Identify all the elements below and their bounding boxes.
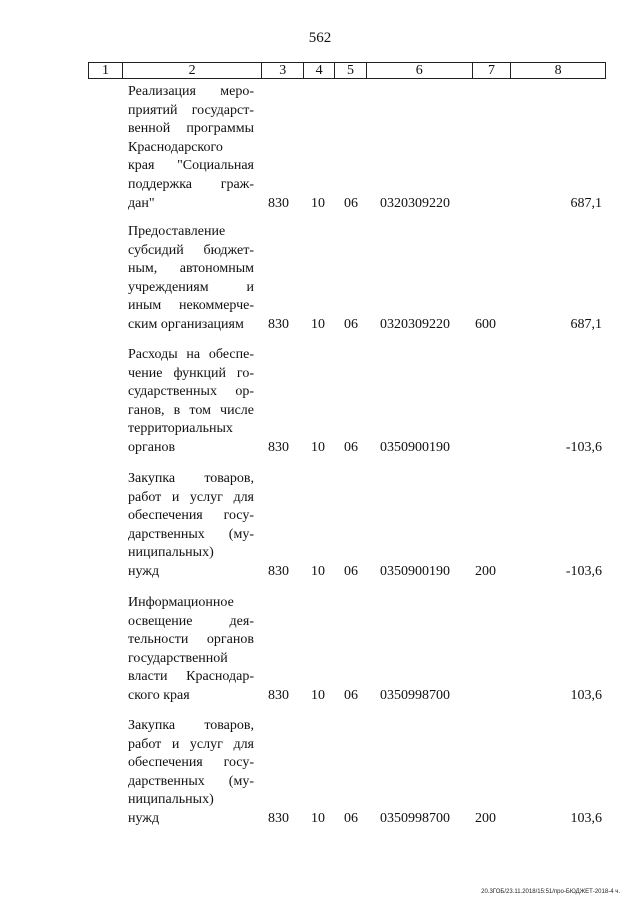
cell-col-3: 830 — [268, 195, 289, 211]
description-line: власти Краснодар- — [128, 669, 254, 685]
cell-col-6: 0350998700 — [380, 811, 450, 826]
column-header-7: 7 — [473, 63, 512, 78]
description-line: венной программы — [128, 121, 254, 137]
document-footer-stamp: 20.3ГОБ/23.11.2018/15:51/про-БЮДЖЕТ-2018-4 ч. — [481, 889, 620, 895]
description-line: ным, автономным — [128, 261, 254, 277]
cell-col-5: 06 — [344, 688, 358, 703]
description-line: Закупка товаров, — [128, 718, 254, 733]
cell-col-4: 10 — [311, 317, 325, 332]
description-line: поддержка граж- — [128, 176, 254, 192]
description-line: ганов, в том числе — [128, 402, 254, 418]
column-header-5: 5 — [335, 63, 367, 78]
cell-col-8: -103,6 — [565, 440, 602, 455]
cell-col-3: 830 — [268, 440, 289, 455]
cell-col-7: 200 — [475, 811, 496, 826]
description-line: работ и услуг для — [128, 736, 254, 752]
description-line: Реализация меро- — [128, 84, 254, 99]
table-row — [88, 223, 606, 335]
description-line: ниципальных) — [128, 792, 214, 808]
description-line: Краснодарского — [128, 139, 223, 155]
table-row — [88, 594, 606, 706]
description-line: ским организациям — [128, 316, 244, 332]
cell-col-4: 10 — [311, 564, 325, 579]
column-header-6: 6 — [367, 63, 473, 78]
description-line: Предоставление — [128, 224, 226, 239]
cell-col-6: 0320309220 — [380, 195, 450, 211]
row-description — [128, 717, 254, 829]
description-line: тельности органов — [128, 632, 254, 648]
description-line: Расходы на обеспе- — [128, 347, 254, 362]
cell-col-8: 687,1 — [570, 317, 602, 332]
column-header-4: 4 — [304, 63, 335, 78]
row-description — [128, 594, 254, 706]
cell-col-5: 06 — [344, 440, 358, 455]
description-line: нужд — [128, 563, 160, 579]
description-line: работ и услуг для — [128, 489, 254, 505]
description-line: дарственных (му- — [128, 773, 254, 789]
description-line: иным некоммерче- — [128, 298, 254, 314]
description-line: освещение дея- — [128, 613, 254, 629]
cell-col-6: 0350900190 — [380, 564, 450, 579]
cell-col-5: 06 — [344, 564, 358, 579]
description-line: дан" — [128, 195, 155, 211]
description-line: Закупка товаров, — [128, 471, 254, 486]
description-line: дарственных (му- — [128, 526, 254, 542]
page-number: 562 — [308, 30, 332, 46]
cell-col-4: 10 — [311, 440, 325, 455]
row-description — [128, 223, 254, 335]
table-row — [88, 83, 606, 213]
cell-col-5: 06 — [344, 811, 358, 826]
description-line: учреждениям и — [128, 279, 254, 295]
cell-col-6: 0350998700 — [380, 688, 450, 703]
description-line: края "Социальная — [128, 158, 254, 174]
cell-col-5: 06 — [344, 195, 358, 211]
cell-col-8: 687,1 — [570, 195, 602, 211]
table-row — [88, 346, 606, 458]
description-line: чение функций го- — [128, 365, 254, 381]
cell-col-8: -103,6 — [565, 564, 602, 579]
cell-col-3: 830 — [268, 317, 289, 332]
cell-col-7: 600 — [475, 317, 496, 332]
cell-col-3: 830 — [268, 564, 289, 579]
cell-col-3: 830 — [268, 811, 289, 826]
cell-col-7: 200 — [475, 564, 496, 579]
cell-col-3: 830 — [268, 688, 289, 703]
cell-col-4: 10 — [311, 195, 325, 211]
row-description — [128, 83, 254, 213]
table-header — [88, 62, 606, 79]
cell-col-8: 103,6 — [570, 688, 602, 703]
table-row — [88, 470, 606, 582]
description-line: обеспечения госу- — [128, 508, 254, 524]
cell-col-5: 06 — [344, 317, 358, 332]
description-line: нужд — [128, 810, 160, 826]
column-header-1: 1 — [89, 63, 123, 78]
row-description — [128, 346, 254, 458]
column-header-8: 8 — [554, 63, 562, 78]
description-line: органов — [128, 439, 176, 455]
table-row — [88, 717, 606, 829]
row-description — [128, 470, 254, 582]
column-header-3: 3 — [262, 63, 304, 78]
cell-col-6: 0320309220 — [380, 317, 450, 332]
description-line: территориальных — [128, 421, 233, 437]
description-line: ского края — [128, 687, 190, 703]
description-line: Информационное — [128, 595, 234, 610]
description-line: субсидий бюджет- — [128, 242, 254, 258]
description-line: государственной — [128, 650, 228, 666]
description-line: обеспечения госу- — [128, 755, 254, 771]
description-line: сударственных ор- — [128, 384, 254, 400]
description-line: приятий государст- — [128, 102, 254, 118]
cell-col-6: 0350900190 — [380, 440, 450, 455]
cell-col-4: 10 — [311, 688, 325, 703]
column-header-2: 2 — [123, 63, 262, 78]
cell-col-8: 103,6 — [570, 811, 602, 826]
description-line: ниципальных) — [128, 545, 214, 561]
cell-col-4: 10 — [311, 811, 325, 826]
